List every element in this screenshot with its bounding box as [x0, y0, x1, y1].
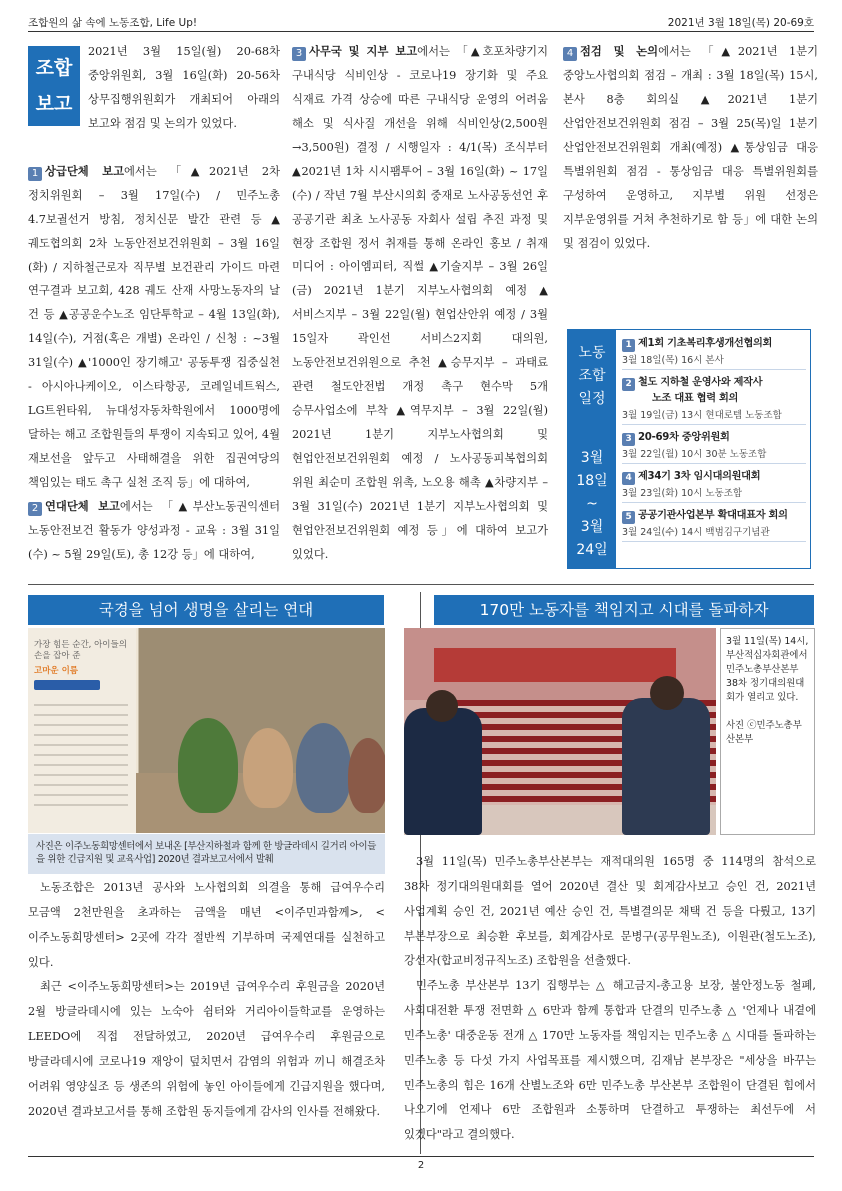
- article1-banner: 국경을 넘어 생명을 살리는 연대: [28, 595, 384, 625]
- report-intro: 2021년 3월 15일(월) 20-68차 중앙위원회, 3월 16일(화) 20-56차 상무집행위원회가 개최되어 아래의 보고와 점검 및 논의가 있었다.: [88, 45, 280, 130]
- schedule-item: 2 철도 지하철 운영사와 제작사 노조 대표 협력 회의 3월 19일(금) 13시 현대로템 노동조합: [622, 375, 806, 425]
- speaker-figure: [622, 698, 710, 835]
- speaker-figure: [404, 708, 482, 835]
- union-schedule-box: [567, 329, 811, 569]
- page-header: [28, 14, 814, 32]
- union-logo-icon: [34, 680, 100, 690]
- report-poster: 가장 힘든 순간, 아이들의 손을 잡아 준 고마운 이름: [28, 628, 136, 833]
- schedule-item: 1 제1회 기초복리후생개선협의회 3월 18일(목) 16시 본사: [622, 336, 806, 370]
- convention-photo: [404, 628, 716, 835]
- issue-date: 2021년 3월 18일(목) 20-69호: [667, 17, 814, 29]
- report-title-box: 조합 보고: [28, 46, 80, 126]
- report-column-1: [28, 40, 280, 567]
- report-section-3: 3 사무국 및 지부 보고에서는 「▲호포차량기지 구내식당 식비인상 - 코로나19 장기화 및 주요 식재료 가격 상승에 따른 구내식당 운영의 어려움 해소 및 식사질 개선을 위해 식비인상(2,500원→3,500원) 결정 / 시행일자 : 4/1(목) 조식부터 ▲2021년 1차 시시팸투어 – 3월 16일(화) ~ 17일(수) / 작년 7월 부산시의회 중재로 노사공동선언 후 공공기관 최초 노사공동 자회사 설립 추진 과정 및 현장 조합원 정서 취재를 통해 온라인 홍보 / 취재 미디어 : 아이엠피터, 직썰 ▲기술지부 – 3월 26일(금) 2021년 1분기 지부노사협의회 예정 ▲서비스지부 – 3월 22일(월) 현업산안위 예정 / 3월 15일자 곽인선 서비스2지회 대의원, 노동안전보건위원으로 추천 ▲승무지부 – 과태료 관련 철도안전법 개정 촉구 현수막 5개 승무사업소에 부착 ▲역무지부 – 3월 22일(월) 2021년 1분기 지부노사협의회 및 현업안전보건위원회 예정 / 노사공동피복협의회 위원 최순미 조합원 위촉, 노오용 해촉 ▲차량지부 – 3월 31일(수) 2021년 1분기 지부노사협의회 및 현업안전보건위원회 예정 등」에 대하여 보고가 있었다.: [292, 45, 548, 561]
- child-figure: [296, 723, 351, 813]
- report-section-4: 4 점검 및 논의에서는 「▲2021년 1분기 중앙노사협의회 점검 – 개최 : 3월 18일(목) 15시, 본사 8층 회의실 ▲2021년 1분기 산업안전보건위원회 점검 – 3월 25(목)일 1분기 산업안전보건위원회 개최(예정) ▲통상임금 대응 특별위원회 점검 - 통상임금 대응 특별위원회를 구성하여 운영하고, 지부별 위원 선정은 지부운영위를 거쳐 추천하기로 함 등」에 대한 논의 및 점검이 있었다.: [563, 45, 818, 250]
- page-number: 2: [28, 1156, 814, 1171]
- child-figure: [348, 738, 385, 813]
- stage-banner: [434, 648, 676, 682]
- article2-photo-caption: 3월 11일(목) 14시, 부산적십자회관에서 민주노총부산본부 38차 정기대의원대회가 열리고 있다. 사진 ⓒ민주노총부산본부: [720, 628, 815, 835]
- child-figure: [178, 718, 238, 813]
- schedule-side-label: 노동 조합 일정 3월 18일 ~ 3월 24일: [568, 330, 616, 568]
- newsletter-slogan: 조합원의 삶 속에 노동조합, Life Up!: [28, 17, 198, 29]
- report-section-2: 2 연대단체 보고에서는 「▲부산노동권익센터 노동안전보건 활동가 양성과정 - 교육 : 3월 31일(수) ~ 5월 29일(토), 총 12강 등」에 대하여,: [28, 499, 280, 561]
- schedule-item: 3 20-69차 중앙위원회 3월 22일(월) 10시 30분 노동조합: [622, 430, 806, 464]
- article1-body: 노동조합은 2013년 공사와 노사협의회 의결을 통해 급여우수리 모금액 2천만원을 초과하는 금액을 매년 <이주민과함께>, <이주노동희망센터> 2곳에 각각 절반씩 기부하며 국제연대를 실천하고 있다. 최근 <이주노동희망센터>는 2019년 급여우수리 후원금을 2020년 2월 방글라데시에 있는 노숙아 쉼터와 거리아이들학교를 운영하는 LEEDO에 직접 전달하였고, 2020년 급여우수리 후원금으로 방글라데시에 코로나19 재앙이 덮치면서 감염의 위험과 끼니 해결조차 어려워 영양실조 등 생존의 위험에 놓인 아이들에게 긴급지원을 했다며, 2020년 결과보고서를 통해 조합원 동지들에게 감사의 인사를 전해왔다.: [28, 881, 385, 1118]
- schedule-item: 5 공공기관사업본부 확대대표자 회의 3월 24일(수) 14시 백범김구기념관: [622, 508, 806, 542]
- report-section-1: 1 상급단체 보고에서는 「▲2021년 2차 정치위원회 – 3월 17일(수) / 민주노총 4.7보궐선거 방침, 정치신문 발간 관련 등 ▲궤도협의회 2차 노동안전보건위원회 – 3월 16일(화) / 지하철근로자 직무별 보건관리 가이드 마련 연구결과 보고회, 428 궤도 산재 사망노동자의 날 건 등 ▲공공운수노조 임단투학교 – 4월 13일(화), 14일(수), 거점(혹은 개별) 온라인 / 신청 : ~3월 31일(수) ▲'1000인 장기해고' 공동투쟁 집중실천 - 아시아나케이오, 이스타항공, 코레일네트웍스, LG트윈타워, 뉴대성자동차학원에서 1000명에 달하는 해고 조합원들의 투쟁이 지속되고 있어, 4월 재보선을 앞두고 사태해결을 위한 집권여당의 책임있는 태도 촉구 실천 조직 등」에 대하여,: [28, 164, 280, 489]
- schedule-list: [622, 336, 806, 547]
- article2-body: 3월 11일(목) 민주노총부산본부는 재적대의원 165명 중 114명의 참석으로 38차 정기대의원대회를 열어 2020년 결산 및 회계감사보고 승인 건, 2021년 사업계획 승인 건, 2021년 예산 승인 건, 특별결의문 채택 건 등을 다뤘고, 13기 부본부장으로 최승환 후보를, 회계감사로 문병구(공무원노조), 이원관(철도노조), 강선자(합교비정규직노조) 조합원을 선출했다. 민주노총 부산본부 13기 집행부는 △ 해고금지-총고용 보장, 불안정노동 철폐, 사회대전환 투쟁 전면화 △ 6만과 함께 통합과 단결의 민주노총 △ '언제나 내곁에 민주노총' 대중운동 전개 △ 170만 노동자를 책임지는 민주노총 △ 시대를 돌파하는 민주노총 등 다섯 가지 사업목표를 제시했으며, 김재남 본부장은 "세상을 바꾸는 민주노총의 힘은 16개 산별노조와 6만 민주노총 부산본부 조합원이 단결된 힘에서 나오기에 언제나 6만 조합원과 소통하며 단결하고 투쟁하는 최선두에 서 있겠다"라고 결의했다.: [404, 855, 816, 1142]
- section-divider: [28, 584, 814, 585]
- schedule-item: 4 제34기 3차 임시대의원대회 3월 23일(화) 10시 노동조합: [622, 469, 806, 503]
- report-column-3: [563, 40, 818, 255]
- article1-photo-caption: 사진은 이주노동희망센터에서 보내온 [부산지하철과 함께 한 방글라데시 길거리 아이들을 위한 긴급지원 및 교육사업] 2020년 결과보고서에서 발췌: [28, 834, 385, 874]
- bangladesh-children-photo: [28, 628, 385, 833]
- child-figure: [243, 728, 293, 808]
- article2-banner: 170만 노동자를 책임지고 시대를 돌파하자: [434, 595, 814, 625]
- report-column-2: [292, 40, 548, 567]
